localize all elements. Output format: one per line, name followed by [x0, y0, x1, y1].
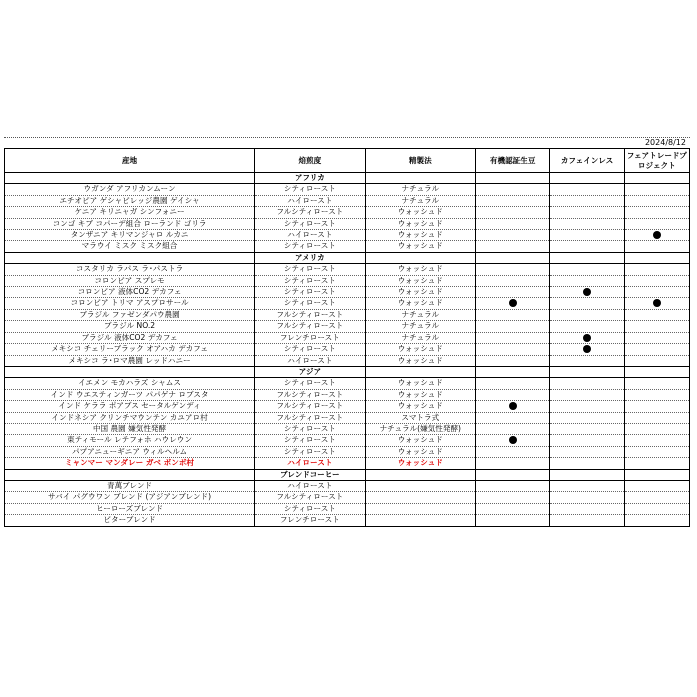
organic-cell: [476, 218, 550, 229]
origin-cell: ウガンダ アフリカンムーン: [5, 184, 255, 195]
check-dot-icon: [509, 402, 517, 410]
decaf-cell: [550, 389, 624, 400]
process-cell: ナチュラル(嫌気性発酵): [365, 423, 475, 434]
decaf-cell: [550, 378, 624, 389]
decaf-cell: [550, 503, 624, 514]
roast-cell: フルシティロースト: [255, 321, 365, 332]
roast-cell: フレンチロースト: [255, 515, 365, 526]
origin-cell: ミャンマー マンダレー ガベ ボンボ村: [5, 458, 255, 469]
origin-cell: ケニア キリニャガ シンフォニー: [5, 207, 255, 218]
origin-cell: 中国 農園 嫌気性発酵: [5, 423, 255, 434]
origin-cell: インドネシア クリンチマウンテン カユアロ村: [5, 412, 255, 423]
roast-cell: フルシティロースト: [255, 492, 365, 503]
organic-cell: [476, 446, 550, 457]
fairtrade-cell: [624, 298, 689, 309]
decaf-cell: [550, 412, 624, 423]
organic-cell: [476, 435, 550, 446]
section-spacer: [550, 173, 624, 184]
section-spacer: [550, 366, 624, 377]
table-body: [5, 173, 690, 527]
organic-cell: [476, 321, 550, 332]
organic-cell: [476, 344, 550, 355]
roast-cell: フルシティロースト: [255, 401, 365, 412]
roast-cell: シティロースト: [255, 241, 365, 252]
process-cell: ウォッシュド: [365, 264, 475, 275]
table-row: [5, 344, 690, 355]
table-row: [5, 423, 690, 434]
fairtrade-cell: [624, 332, 689, 343]
fairtrade-cell: [624, 401, 689, 412]
section-spacer: [476, 469, 550, 480]
roast-cell: シティロースト: [255, 344, 365, 355]
process-cell: [365, 480, 475, 491]
organic-cell: [476, 184, 550, 195]
table-row: [5, 207, 690, 218]
fairtrade-cell: [624, 264, 689, 275]
origin-cell: ブラジル ファゼンダパウ農園: [5, 309, 255, 320]
organic-cell: [476, 458, 550, 469]
table-row: [5, 287, 690, 298]
organic-cell: [476, 355, 550, 366]
table-row: [5, 264, 690, 275]
table-row: [5, 503, 690, 514]
table-row: [5, 332, 690, 343]
roast-cell: フルシティロースト: [255, 412, 365, 423]
decaf-cell: [550, 275, 624, 286]
table-row: [5, 378, 690, 389]
table-row: [5, 275, 690, 286]
decaf-cell: [550, 435, 624, 446]
section-spacer: [476, 252, 550, 263]
organic-cell: [476, 309, 550, 320]
origin-cell: パプアニューギニア ウィルヘルム: [5, 446, 255, 457]
organic-cell: [476, 264, 550, 275]
table-row: [5, 458, 690, 469]
table-row: [5, 230, 690, 241]
decaf-cell: [550, 401, 624, 412]
table-row: [5, 241, 690, 252]
organic-cell: [476, 298, 550, 309]
table-row: [5, 480, 690, 491]
fairtrade-cell: [624, 446, 689, 457]
process-cell: ウォッシュド: [365, 218, 475, 229]
organic-cell: [476, 515, 550, 526]
table-row: [5, 446, 690, 457]
organic-cell: [476, 207, 550, 218]
origin-cell: コスタリカ ラパス ラ･パストラ: [5, 264, 255, 275]
decaf-cell: [550, 344, 624, 355]
roast-cell: シティロースト: [255, 218, 365, 229]
fairtrade-cell: [624, 241, 689, 252]
fairtrade-cell: [624, 389, 689, 400]
roast-cell: ハイロースト: [255, 195, 365, 206]
process-cell: ナチュラル: [365, 332, 475, 343]
fairtrade-cell: [624, 378, 689, 389]
check-dot-icon: [583, 288, 591, 296]
decaf-cell: [550, 309, 624, 320]
process-cell: ナチュラル: [365, 309, 475, 320]
section-spacer: [365, 366, 475, 377]
decaf-cell: [550, 230, 624, 241]
process-cell: ウォッシュド: [365, 275, 475, 286]
roast-cell: ハイロースト: [255, 230, 365, 241]
process-cell: ウォッシュド: [365, 435, 475, 446]
coffee-sheet: [4, 137, 690, 527]
section-spacer: [5, 469, 255, 480]
organic-cell: [476, 287, 550, 298]
process-cell: ウォッシュド: [365, 378, 475, 389]
decaf-cell: [550, 515, 624, 526]
section-row: [5, 173, 690, 184]
section-spacer: [365, 469, 475, 480]
section-spacer: [476, 366, 550, 377]
section-spacer: [5, 252, 255, 263]
check-dot-icon: [509, 299, 517, 307]
organic-cell: [476, 275, 550, 286]
section-title: アメリカ: [255, 252, 365, 263]
fairtrade-cell: [624, 412, 689, 423]
section-spacer: [550, 469, 624, 480]
fairtrade-cell: [624, 355, 689, 366]
section-spacer: [5, 366, 255, 377]
process-cell: ナチュラル: [365, 321, 475, 332]
roast-cell: シティロースト: [255, 378, 365, 389]
process-cell: [365, 492, 475, 503]
section-title: ブレンドコーヒー: [255, 469, 365, 480]
fairtrade-cell: [624, 218, 689, 229]
process-cell: ウォッシュド: [365, 458, 475, 469]
origin-cell: 青萬ブレンド: [5, 480, 255, 491]
organic-cell: [476, 332, 550, 343]
decaf-cell: [550, 332, 624, 343]
header-fairtrade-label: フェアトレードプロジェクト: [626, 151, 687, 170]
process-cell: ウォッシュド: [365, 230, 475, 241]
origin-cell: メキシコ ラ･ロマ農園 レッドハニー: [5, 355, 255, 366]
decaf-cell: [550, 458, 624, 469]
table-row: [5, 515, 690, 526]
organic-cell: [476, 492, 550, 503]
decaf-cell: [550, 355, 624, 366]
fairtrade-cell: [624, 184, 689, 195]
table-row: [5, 195, 690, 206]
origin-cell: イエメン モカハラズ シャムス: [5, 378, 255, 389]
decaf-cell: [550, 492, 624, 503]
fairtrade-cell: [624, 458, 689, 469]
process-cell: ウォッシュド: [365, 344, 475, 355]
section-spacer: [476, 173, 550, 184]
organic-cell: [476, 195, 550, 206]
table-row: [5, 309, 690, 320]
origin-cell: コロンビア トリマ アスプロサール: [5, 298, 255, 309]
origin-cell: コンゴ キブ コパーデ組合 ローランド ゴリラ: [5, 218, 255, 229]
section-row: [5, 469, 690, 480]
header-origin: 産地: [5, 149, 255, 173]
header-row: [5, 149, 690, 173]
organic-cell: [476, 401, 550, 412]
fairtrade-cell: [624, 503, 689, 514]
organic-cell: [476, 230, 550, 241]
table-row: [5, 355, 690, 366]
origin-cell: インド ウエスティンガーツ パパゲナ ロブスタ: [5, 389, 255, 400]
roast-cell: シティロースト: [255, 287, 365, 298]
sheet-date: 2024/8/12: [644, 138, 686, 147]
organic-cell: [476, 412, 550, 423]
header-decaf: カフェインレス: [550, 149, 624, 173]
process-cell: スマトラ式: [365, 412, 475, 423]
origin-cell: ブラジル NO.2: [5, 321, 255, 332]
process-cell: ウォッシュド: [365, 241, 475, 252]
roast-cell: シティロースト: [255, 503, 365, 514]
date-bar: [4, 138, 690, 148]
section-spacer: [5, 173, 255, 184]
roast-cell: ハイロースト: [255, 458, 365, 469]
origin-cell: サバイ パグウワン ブレンド (アジアンブレンド): [5, 492, 255, 503]
fairtrade-cell: [624, 309, 689, 320]
roast-cell: シティロースト: [255, 275, 365, 286]
fairtrade-cell: [624, 195, 689, 206]
header-roast: 焙煎度: [255, 149, 365, 173]
section-spacer: [624, 252, 689, 263]
table-row: [5, 218, 690, 229]
decaf-cell: [550, 298, 624, 309]
decaf-cell: [550, 423, 624, 434]
process-cell: ウォッシュド: [365, 401, 475, 412]
header-fairtrade: [624, 149, 689, 173]
roast-cell: フレンチロースト: [255, 332, 365, 343]
roast-cell: シティロースト: [255, 435, 365, 446]
section-spacer: [624, 366, 689, 377]
roast-cell: フルシティロースト: [255, 389, 365, 400]
table-row: [5, 184, 690, 195]
section-spacer: [624, 469, 689, 480]
roast-cell: フルシティロースト: [255, 309, 365, 320]
table-row: [5, 401, 690, 412]
organic-cell: [476, 389, 550, 400]
header-process: 精製法: [365, 149, 475, 173]
fairtrade-cell: [624, 492, 689, 503]
organic-cell: [476, 241, 550, 252]
roast-cell: シティロースト: [255, 298, 365, 309]
roast-cell: シティロースト: [255, 264, 365, 275]
origin-cell: タンザニア キリマンジャロ ルカニ: [5, 230, 255, 241]
table-row: [5, 412, 690, 423]
section-spacer: [365, 173, 475, 184]
roast-cell: シティロースト: [255, 446, 365, 457]
section-spacer: [365, 252, 475, 263]
origin-cell: エチオピア ゲシャビレッジ農園 ゲイシャ: [5, 195, 255, 206]
section-title: アフリカ: [255, 173, 365, 184]
check-dot-icon: [583, 345, 591, 353]
fairtrade-cell: [624, 287, 689, 298]
process-cell: ナチュラル: [365, 184, 475, 195]
check-dot-icon: [509, 436, 517, 444]
fairtrade-cell: [624, 480, 689, 491]
decaf-cell: [550, 184, 624, 195]
organic-cell: [476, 480, 550, 491]
header-organic: 有機認証生豆: [476, 149, 550, 173]
check-dot-icon: [583, 334, 591, 342]
origin-cell: インド ケララ ポアブス セータルゲンディ: [5, 401, 255, 412]
fairtrade-cell: [624, 275, 689, 286]
process-cell: ウォッシュド: [365, 446, 475, 457]
organic-cell: [476, 378, 550, 389]
decaf-cell: [550, 207, 624, 218]
roast-cell: ハイロースト: [255, 355, 365, 366]
process-cell: [365, 515, 475, 526]
check-dot-icon: [653, 299, 661, 307]
table-row: [5, 389, 690, 400]
fairtrade-cell: [624, 321, 689, 332]
table-row: [5, 435, 690, 446]
origin-cell: ブラジル 液体CO2 デカフェ: [5, 332, 255, 343]
coffee-table: [4, 148, 690, 527]
table-row: [5, 492, 690, 503]
fairtrade-cell: [624, 230, 689, 241]
section-row: [5, 366, 690, 377]
decaf-cell: [550, 287, 624, 298]
process-cell: [365, 503, 475, 514]
table-row: [5, 298, 690, 309]
section-title: アジア: [255, 366, 365, 377]
fairtrade-cell: [624, 207, 689, 218]
decaf-cell: [550, 241, 624, 252]
decaf-cell: [550, 218, 624, 229]
decaf-cell: [550, 321, 624, 332]
decaf-cell: [550, 195, 624, 206]
fairtrade-cell: [624, 344, 689, 355]
fairtrade-cell: [624, 515, 689, 526]
fairtrade-cell: [624, 435, 689, 446]
origin-cell: コロンビア スプレモ: [5, 275, 255, 286]
process-cell: ウォッシュド: [365, 298, 475, 309]
origin-cell: マラウイ ミスク ミスク組合: [5, 241, 255, 252]
section-spacer: [624, 173, 689, 184]
process-cell: ウォッシュド: [365, 207, 475, 218]
fairtrade-cell: [624, 423, 689, 434]
origin-cell: メキシコ チェリーブラック オアハカ デカフェ: [5, 344, 255, 355]
origin-cell: ビターブレンド: [5, 515, 255, 526]
process-cell: ウォッシュド: [365, 389, 475, 400]
origin-cell: コロンビア 液体CO2 デカフェ: [5, 287, 255, 298]
origin-cell: 東ティモール レテフォホ ハウレウン: [5, 435, 255, 446]
organic-cell: [476, 503, 550, 514]
table-row: [5, 321, 690, 332]
section-spacer: [550, 252, 624, 263]
check-dot-icon: [653, 231, 661, 239]
roast-cell: シティロースト: [255, 423, 365, 434]
roast-cell: フルシティロースト: [255, 207, 365, 218]
process-cell: ナチュラル: [365, 195, 475, 206]
decaf-cell: [550, 446, 624, 457]
decaf-cell: [550, 480, 624, 491]
roast-cell: ハイロースト: [255, 480, 365, 491]
section-row: [5, 252, 690, 263]
process-cell: ウォッシュド: [365, 287, 475, 298]
organic-cell: [476, 423, 550, 434]
origin-cell: ヒーローズブレンド: [5, 503, 255, 514]
process-cell: ウォッシュド: [365, 355, 475, 366]
decaf-cell: [550, 264, 624, 275]
roast-cell: シティロースト: [255, 184, 365, 195]
